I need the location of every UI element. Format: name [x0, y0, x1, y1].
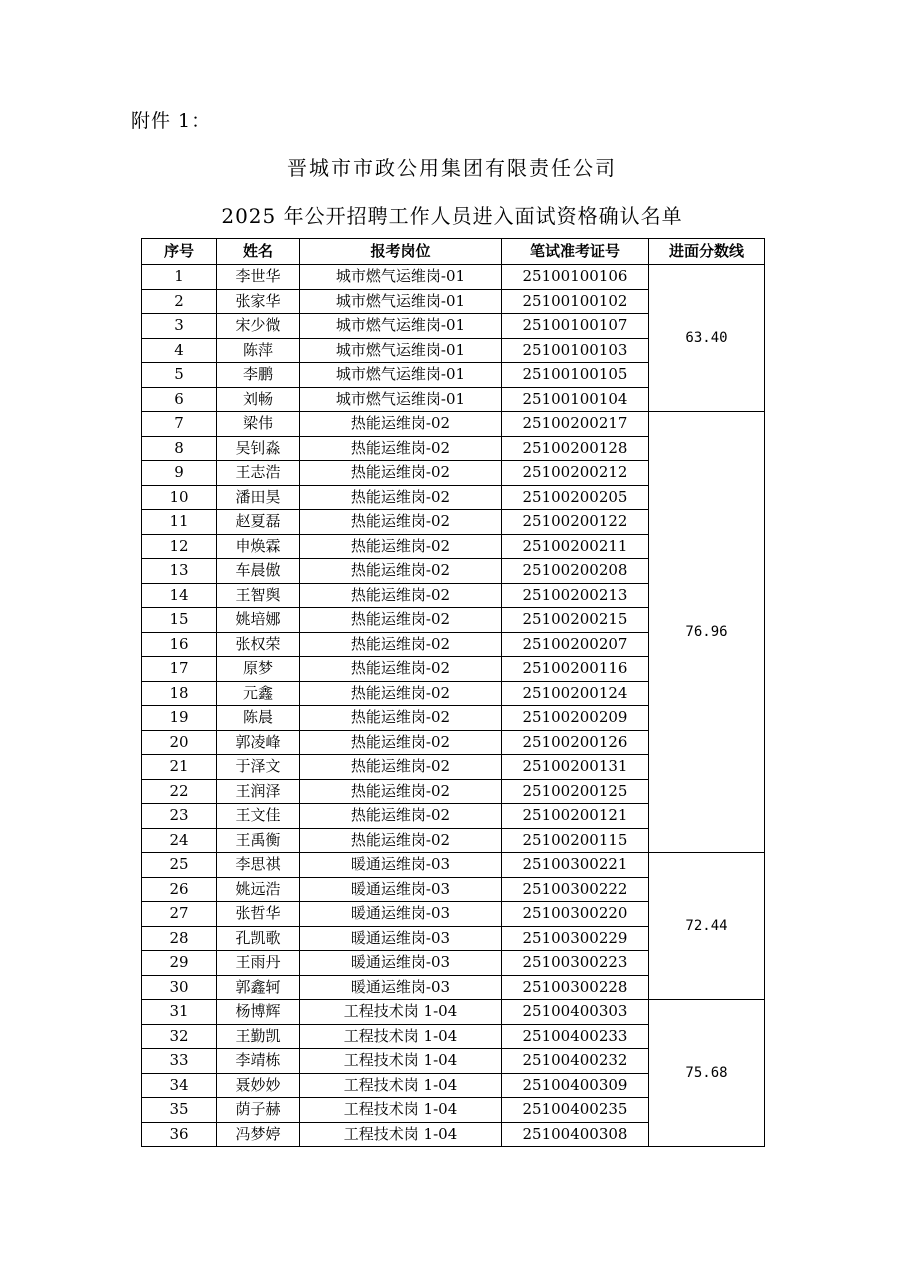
cell-name: 姚远浩 [217, 877, 300, 902]
header-seq: 序号 [142, 239, 217, 265]
cell-position: 热能运维岗-02 [300, 436, 502, 461]
cell-position: 热能运维岗-02 [300, 730, 502, 755]
cell-exam-id: 25100100104 [502, 387, 649, 412]
cell-seq: 18 [142, 681, 217, 706]
candidate-table [141, 238, 765, 1147]
cell-name: 杨博辉 [217, 1000, 300, 1025]
cell-seq: 21 [142, 755, 217, 780]
cell-position: 城市燃气运维岗-01 [300, 338, 502, 363]
cell-seq: 15 [142, 608, 217, 633]
header-score-line: 进面分数线 [649, 239, 765, 265]
cell-name: 李鹏 [217, 363, 300, 388]
cell-name: 陈萍 [217, 338, 300, 363]
cell-name: 李世华 [217, 265, 300, 290]
cell-exam-id: 25100200211 [502, 534, 649, 559]
cell-exam-id: 25100200124 [502, 681, 649, 706]
cell-exam-id: 25100200125 [502, 779, 649, 804]
cell-exam-id: 25100400303 [502, 1000, 649, 1025]
cell-name: 王智舆 [217, 583, 300, 608]
cell-exam-id: 25100200205 [502, 485, 649, 510]
cell-score-line: 75.68 [649, 1000, 765, 1147]
cell-exam-id: 25100300229 [502, 926, 649, 951]
cell-position: 暖通运维岗-03 [300, 877, 502, 902]
cell-seq: 8 [142, 436, 217, 461]
cell-position: 暖通运维岗-03 [300, 926, 502, 951]
cell-seq: 6 [142, 387, 217, 412]
header-position: 报考岗位 [300, 239, 502, 265]
cell-position: 热能运维岗-02 [300, 534, 502, 559]
cell-seq: 16 [142, 632, 217, 657]
cell-name: 张权荣 [217, 632, 300, 657]
cell-name: 梁伟 [217, 412, 300, 437]
table-body [142, 265, 765, 1147]
cell-name: 聂妙妙 [217, 1073, 300, 1098]
cell-position: 城市燃气运维岗-01 [300, 314, 502, 339]
cell-position: 热能运维岗-02 [300, 461, 502, 486]
table-row [142, 412, 765, 437]
cell-position: 城市燃气运维岗-01 [300, 363, 502, 388]
cell-name: 荫子赫 [217, 1098, 300, 1123]
cell-position: 暖通运维岗-03 [300, 951, 502, 976]
cell-name: 陈晨 [217, 706, 300, 731]
cell-name: 潘田昊 [217, 485, 300, 510]
cell-name: 郭凌峰 [217, 730, 300, 755]
document-title-org: 晋城市市政公用集团有限责任公司 [287, 156, 617, 180]
cell-name: 原梦 [217, 657, 300, 682]
cell-exam-id: 25100200207 [502, 632, 649, 657]
cell-seq: 2 [142, 289, 217, 314]
cell-position: 暖通运维岗-03 [300, 902, 502, 927]
cell-seq: 36 [142, 1122, 217, 1147]
cell-name: 车晨傲 [217, 559, 300, 584]
cell-name: 吴钊淼 [217, 436, 300, 461]
cell-seq: 27 [142, 902, 217, 927]
cell-name: 赵夏磊 [217, 510, 300, 535]
cell-position: 热能运维岗-02 [300, 559, 502, 584]
document-title-list: 2025 年公开招聘工作人员进入面试资格确认名单 [221, 204, 683, 228]
cell-seq: 30 [142, 975, 217, 1000]
cell-exam-id: 25100400308 [502, 1122, 649, 1147]
cell-seq: 13 [142, 559, 217, 584]
cell-seq: 19 [142, 706, 217, 731]
cell-position: 城市燃气运维岗-01 [300, 289, 502, 314]
cell-name: 李靖栋 [217, 1049, 300, 1074]
cell-name: 王勤凯 [217, 1024, 300, 1049]
cell-exam-id: 25100200122 [502, 510, 649, 535]
cell-position: 工程技术岗 1-04 [300, 1024, 502, 1049]
cell-exam-id: 25100100106 [502, 265, 649, 290]
cell-exam-id: 25100200215 [502, 608, 649, 633]
cell-position: 热能运维岗-02 [300, 779, 502, 804]
cell-name: 冯梦婷 [217, 1122, 300, 1147]
cell-exam-id: 25100300222 [502, 877, 649, 902]
cell-seq: 10 [142, 485, 217, 510]
table-header-row [142, 239, 765, 265]
cell-name: 张哲华 [217, 902, 300, 927]
cell-position: 工程技术岗 1-04 [300, 1049, 502, 1074]
cell-seq: 24 [142, 828, 217, 853]
cell-seq: 5 [142, 363, 217, 388]
cell-seq: 4 [142, 338, 217, 363]
cell-exam-id: 25100100103 [502, 338, 649, 363]
cell-exam-id: 25100200212 [502, 461, 649, 486]
cell-name: 于泽文 [217, 755, 300, 780]
cell-position: 热能运维岗-02 [300, 412, 502, 437]
cell-name: 元鑫 [217, 681, 300, 706]
cell-position: 热能运维岗-02 [300, 510, 502, 535]
cell-seq: 3 [142, 314, 217, 339]
cell-exam-id: 25100300221 [502, 853, 649, 878]
cell-position: 城市燃气运维岗-01 [300, 387, 502, 412]
header-exam-id: 笔试准考证号 [502, 239, 649, 265]
cell-position: 工程技术岗 1-04 [300, 1073, 502, 1098]
cell-name: 刘畅 [217, 387, 300, 412]
cell-exam-id: 25100400232 [502, 1049, 649, 1074]
cell-seq: 33 [142, 1049, 217, 1074]
table-row [142, 265, 765, 290]
cell-name: 李思祺 [217, 853, 300, 878]
cell-name: 王志浩 [217, 461, 300, 486]
cell-position: 热能运维岗-02 [300, 632, 502, 657]
cell-seq: 22 [142, 779, 217, 804]
cell-exam-id: 25100400235 [502, 1098, 649, 1123]
cell-exam-id: 25100200121 [502, 804, 649, 829]
cell-seq: 7 [142, 412, 217, 437]
cell-seq: 20 [142, 730, 217, 755]
cell-position: 热能运维岗-02 [300, 608, 502, 633]
cell-seq: 31 [142, 1000, 217, 1025]
cell-position: 热能运维岗-02 [300, 583, 502, 608]
cell-exam-id: 25100200217 [502, 412, 649, 437]
cell-seq: 9 [142, 461, 217, 486]
cell-exam-id: 25100100107 [502, 314, 649, 339]
cell-position: 热能运维岗-02 [300, 681, 502, 706]
annex-label: 附件 1： [131, 110, 212, 132]
cell-exam-id: 25100100102 [502, 289, 649, 314]
cell-position: 工程技术岗 1-04 [300, 1000, 502, 1025]
cell-seq: 17 [142, 657, 217, 682]
cell-position: 暖通运维岗-03 [300, 975, 502, 1000]
cell-seq: 23 [142, 804, 217, 829]
cell-exam-id: 25100200128 [502, 436, 649, 461]
cell-position: 热能运维岗-02 [300, 755, 502, 780]
cell-seq: 14 [142, 583, 217, 608]
cell-seq: 25 [142, 853, 217, 878]
cell-exam-id: 25100200126 [502, 730, 649, 755]
cell-seq: 11 [142, 510, 217, 535]
cell-seq: 35 [142, 1098, 217, 1123]
cell-name: 郭鑫轲 [217, 975, 300, 1000]
cell-position: 热能运维岗-02 [300, 657, 502, 682]
cell-position: 热能运维岗-02 [300, 485, 502, 510]
cell-exam-id: 25100200115 [502, 828, 649, 853]
cell-exam-id: 25100300223 [502, 951, 649, 976]
cell-score-line: 76.96 [649, 412, 765, 853]
cell-position: 热能运维岗-02 [300, 828, 502, 853]
cell-exam-id: 25100400233 [502, 1024, 649, 1049]
cell-name: 宋少微 [217, 314, 300, 339]
cell-exam-id: 25100300228 [502, 975, 649, 1000]
cell-position: 工程技术岗 1-04 [300, 1098, 502, 1123]
cell-seq: 32 [142, 1024, 217, 1049]
cell-exam-id: 25100200209 [502, 706, 649, 731]
cell-name: 王文佳 [217, 804, 300, 829]
cell-position: 城市燃气运维岗-01 [300, 265, 502, 290]
table-row [142, 853, 765, 878]
cell-exam-id: 25100200116 [502, 657, 649, 682]
cell-score-line: 63.40 [649, 265, 765, 412]
cell-exam-id: 25100100105 [502, 363, 649, 388]
cell-exam-id: 25100400309 [502, 1073, 649, 1098]
cell-exam-id: 25100200213 [502, 583, 649, 608]
cell-name: 王禹衡 [217, 828, 300, 853]
cell-exam-id: 25100200131 [502, 755, 649, 780]
cell-exam-id: 25100200208 [502, 559, 649, 584]
table-row [142, 1000, 765, 1025]
header-name: 姓名 [217, 239, 300, 265]
cell-name: 孔凯歌 [217, 926, 300, 951]
cell-name: 王润泽 [217, 779, 300, 804]
cell-exam-id: 25100300220 [502, 902, 649, 927]
cell-seq: 26 [142, 877, 217, 902]
cell-name: 王雨丹 [217, 951, 300, 976]
cell-position: 工程技术岗 1-04 [300, 1122, 502, 1147]
cell-name: 张家华 [217, 289, 300, 314]
cell-name: 申焕霖 [217, 534, 300, 559]
cell-position: 热能运维岗-02 [300, 706, 502, 731]
cell-seq: 28 [142, 926, 217, 951]
cell-score-line: 72.44 [649, 853, 765, 1000]
cell-name: 姚培娜 [217, 608, 300, 633]
cell-position: 暖通运维岗-03 [300, 853, 502, 878]
cell-seq: 34 [142, 1073, 217, 1098]
cell-seq: 29 [142, 951, 217, 976]
cell-seq: 12 [142, 534, 217, 559]
cell-seq: 1 [142, 265, 217, 290]
cell-position: 热能运维岗-02 [300, 804, 502, 829]
